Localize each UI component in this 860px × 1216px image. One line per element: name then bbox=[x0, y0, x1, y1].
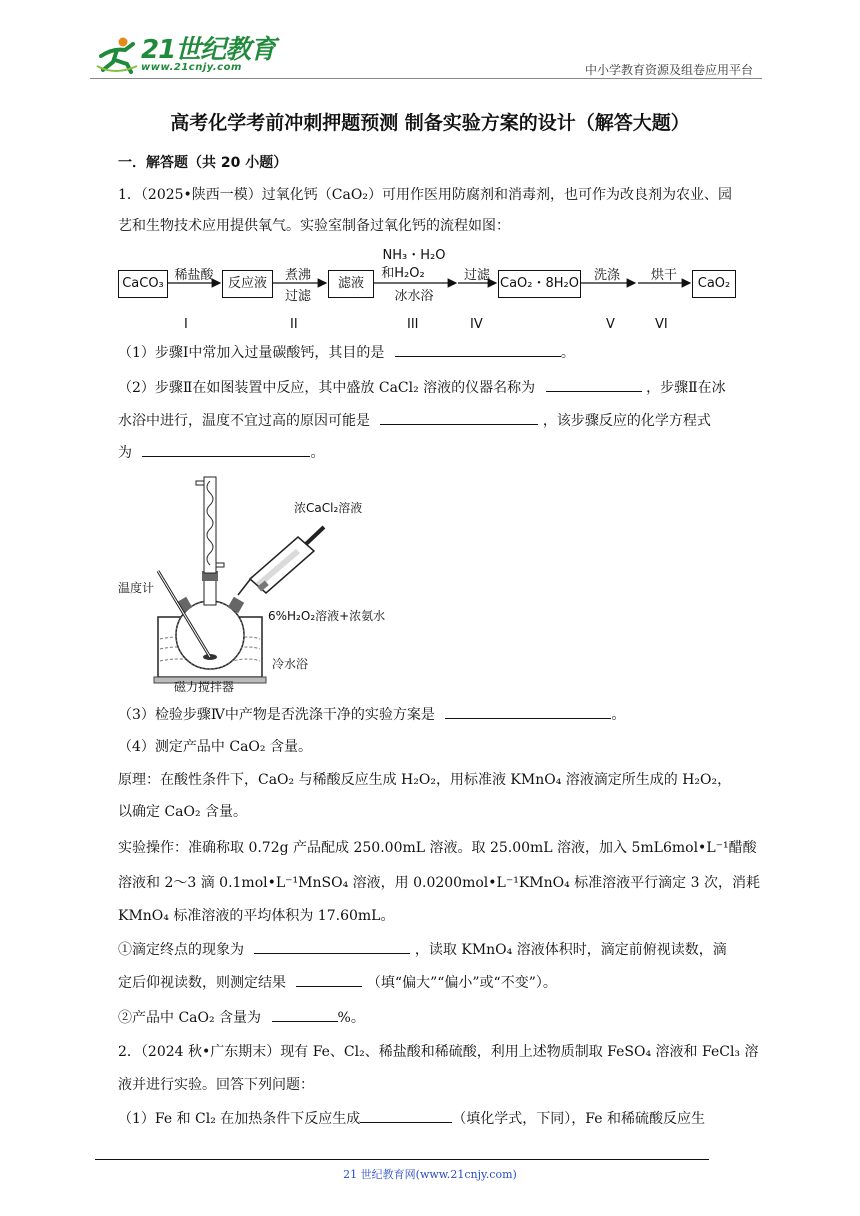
arrow-label-filter2: 过滤 bbox=[463, 268, 490, 283]
arrow-label-boil: 煮沸 bbox=[284, 268, 311, 283]
q1-operation-line2: 溶液和 2～3 滴 0.1mol•L⁻¹MnSO₄ 溶液，用 0.0200mol•L⁻¹KMnO₄ 标准溶液平行滴定 3 次，消耗 bbox=[118, 875, 760, 891]
q1-stem-line1: 1．（2025•陕西一模）过氧化钙（CaO₂）可用作医用防腐剂和消毒剂，也可作为改良剂为农业、园 bbox=[118, 187, 732, 203]
flow-box-caco3: CaCO₃ bbox=[118, 270, 168, 298]
arrow-label-hcl: 稀盐酸 bbox=[174, 268, 214, 283]
q1-part2-text-e: 为 bbox=[118, 445, 132, 461]
q1-principle-line1: 原理：在酸性条件下，CaO₂ 与稀酸反应生成 H₂O₂，用标准液 KMnO₄ 溶液滴定所生成的 H₂O₂， bbox=[118, 772, 732, 788]
step-label-2: II bbox=[290, 317, 298, 332]
q1-calc1-text-c: 定后仰视读数，则测定结果 bbox=[118, 975, 286, 991]
q1-part2-text-a: （2）步骤Ⅱ在如图装置中反应，其中盛放 CaCl₂ 溶液的仪器名称为 bbox=[118, 380, 536, 396]
answer-blank[interactable] bbox=[546, 377, 642, 392]
header-platform-text: 中小学教育资源及组卷应用平台 bbox=[584, 63, 753, 77]
q1-stem-line2: 艺和生物技术应用提供氧气。实验室制备过氧化钙的流程如图： bbox=[118, 218, 510, 234]
q1-calc1-text-b: ，读取 KMnO₄ 溶液体积时，滴定前俯视读数，滴 bbox=[414, 942, 727, 958]
q2-part1 bbox=[118, 1108, 705, 1129]
q1-part1: （1）步骤Ⅰ中常加入过量碳酸钙，其目的是 。 bbox=[118, 342, 575, 363]
q1-part1-text: （1）步骤Ⅰ中常加入过量碳酸钙，其目的是 bbox=[118, 345, 385, 361]
arrow-label-dry: 烘干 bbox=[650, 268, 677, 283]
page-header bbox=[95, 30, 765, 80]
q1-operation-line1: 实验操作：准确称取 0.72g 产品配成 250.00mL 溶液。取 25.00mL 溶液，加入 5mL6mol•L⁻¹醋酸 bbox=[118, 840, 757, 856]
q1-principle-line2: 以确定 CaO₂ 含量。 bbox=[118, 804, 248, 820]
runner-logo-icon bbox=[95, 36, 139, 74]
label-h2o2-ammonia: 6%H₂O₂溶液+浓氨水 bbox=[268, 609, 386, 623]
answer-blank[interactable] bbox=[395, 342, 561, 357]
answer-blank[interactable] bbox=[142, 442, 310, 457]
arrow-label-nh3: NH₃・H₂O bbox=[382, 248, 446, 263]
header-divider bbox=[90, 78, 762, 79]
logo bbox=[95, 36, 275, 74]
q1-part4: （4）测定产品中 CaO₂ 含量。 bbox=[118, 739, 312, 755]
q1-part2-text-c: 水浴中进行，温度不宜过高的原因可能是 bbox=[118, 413, 370, 429]
q1-calc2-text-b: %。 bbox=[337, 1010, 365, 1026]
q1-part3-text: （3）检验步骤Ⅳ中产物是否洗涤干净的实验方案是 bbox=[118, 707, 435, 723]
q2-part1-text-b: （填化学式，下同），Fe 和稀硫酸反应生 bbox=[452, 1111, 705, 1127]
flow-box-filtrate: 滤液 bbox=[328, 270, 374, 298]
q1-calc1-line1 bbox=[118, 939, 727, 960]
step-label-4: IV bbox=[470, 317, 483, 332]
q2-stem-line2: 液并进行实验。回答下列问题： bbox=[118, 1077, 314, 1093]
q1-part2-text-d: ，该步骤反应的化学方程式 bbox=[542, 413, 711, 429]
arrow-label-filter1: 过滤 bbox=[284, 289, 311, 304]
section-heading: 一．解答题（共 20 小题） bbox=[118, 155, 288, 171]
process-flow-diagram bbox=[118, 244, 748, 314]
flow-box-cao2-8h2o: CaO₂・8H₂O bbox=[498, 270, 581, 298]
step-label-1: I bbox=[184, 317, 188, 332]
label-cold-bath: 冷水浴 bbox=[272, 657, 309, 671]
apparatus-figure bbox=[118, 467, 408, 697]
arrow-label-wash: 洗涤 bbox=[593, 268, 620, 283]
answer-blank[interactable] bbox=[445, 704, 611, 719]
q1-part2-text-b: ，步骤Ⅱ在冰 bbox=[646, 380, 726, 396]
flow-box-cao2: CaO₂ bbox=[692, 270, 736, 298]
footer-text: 21 世纪教育网(www.21cnjy.com) bbox=[343, 1168, 517, 1181]
q1-part3: （3）检验步骤Ⅳ中产物是否洗涤干净的实验方案是 。 bbox=[118, 704, 625, 725]
q1-part2-line1 bbox=[118, 377, 726, 398]
label-magnetic-stirrer: 磁力搅拌器 bbox=[174, 680, 235, 694]
q1-calc1-text-d: （填“偏大”“偏小”或“不变”）。 bbox=[366, 975, 557, 991]
step-label-5: V bbox=[606, 317, 615, 332]
answer-blank[interactable] bbox=[360, 1108, 452, 1123]
q1-calc1-text-a: ①滴定终点的现象为 bbox=[118, 942, 244, 958]
flow-box-reaction-liquid: 反应液 bbox=[222, 270, 273, 298]
q1-calc2 bbox=[118, 1007, 365, 1028]
arrow-label-h2o2: 和H₂O₂ bbox=[381, 266, 425, 281]
q2-part1-text-a: （1）Fe 和 Cl₂ 在加热条件下反应生成 bbox=[118, 1111, 361, 1127]
q1-calc1-line2 bbox=[118, 972, 557, 993]
arrow-label-ice-bath: 冰水浴 bbox=[394, 289, 434, 304]
q1-part2-line2 bbox=[118, 410, 711, 431]
logo-text: 21世纪教育 bbox=[141, 35, 276, 65]
label-thermometer: 温度计 bbox=[118, 581, 155, 595]
q2-stem-line1: 2．（2024 秋•广东期末）现有 Fe、Cl₂、稀盐酸和稀硫酸，利用上述物质制取 FeSO₄ 溶液和 FeCl₃ 溶 bbox=[118, 1044, 759, 1060]
logo-url: www.21cnjy.com bbox=[141, 62, 242, 73]
q1-calc2-text-a: ②产品中 CaO₂ 含量为 bbox=[118, 1010, 262, 1026]
answer-blank[interactable] bbox=[380, 410, 538, 425]
answer-blank[interactable] bbox=[272, 1007, 338, 1022]
q1-operation-line3: KMnO₄ 标准溶液的平均体积为 17.60mL。 bbox=[118, 908, 395, 924]
page-title: 高考化学考前冲刺押题预测 制备实验方案的设计（解答大题） bbox=[170, 112, 690, 134]
label-cacl2: 浓CaCl₂溶液 bbox=[294, 501, 363, 515]
answer-blank[interactable] bbox=[296, 972, 362, 987]
step-label-6: VI bbox=[655, 317, 668, 332]
footer-divider bbox=[95, 1159, 709, 1160]
answer-blank[interactable] bbox=[254, 939, 410, 954]
apparatus-drawing bbox=[118, 467, 408, 697]
step-label-3: III bbox=[407, 317, 419, 332]
q1-part2-line3: 为 。 bbox=[118, 442, 324, 463]
